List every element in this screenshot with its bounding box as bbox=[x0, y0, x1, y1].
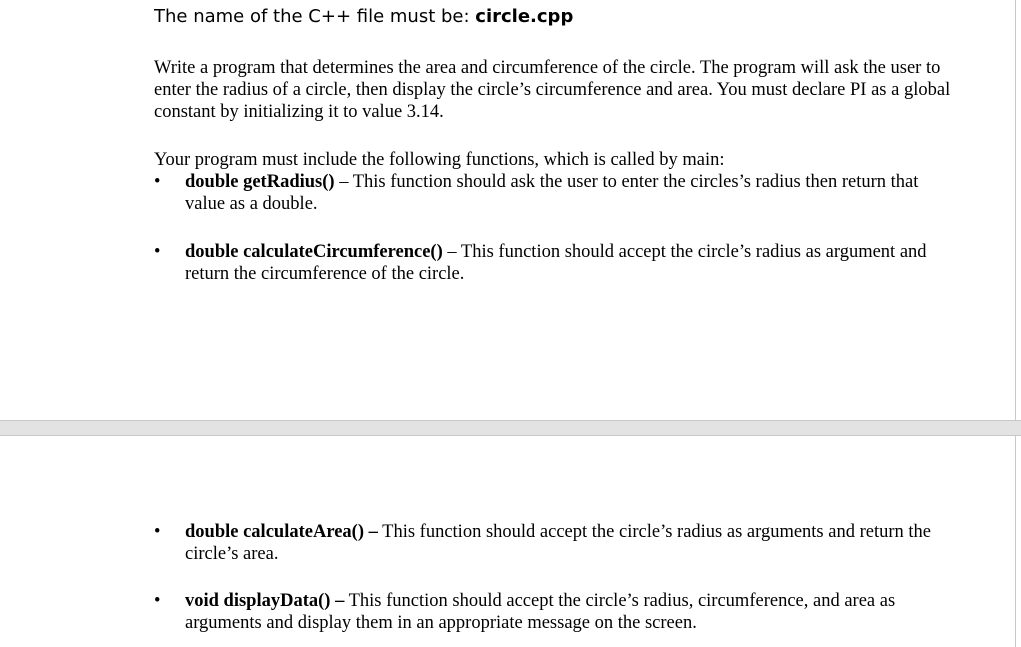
function-signature: double getRadius() bbox=[185, 172, 335, 192]
bullet-icon: • bbox=[154, 172, 161, 192]
function-signature: double calculateCircumference() bbox=[185, 242, 443, 262]
function-signature: void displayData() – bbox=[185, 591, 345, 611]
bullet-icon: • bbox=[154, 591, 161, 611]
heading-filename: circle.cpp bbox=[475, 6, 574, 27]
function-description: This function should accept the circle’s radius, circumference, and area as arguments and display them in an appropriate message on the screen. bbox=[185, 591, 896, 633]
function-text bbox=[185, 521, 954, 565]
functions-intro: Your program must include the following functions, which is called by main: bbox=[154, 150, 725, 170]
bullet-icon: • bbox=[154, 522, 161, 542]
function-text bbox=[185, 171, 954, 215]
function-item-calculate-circumference bbox=[154, 241, 954, 285]
function-item-get-radius bbox=[154, 171, 954, 215]
function-item-calculate-area bbox=[154, 521, 954, 565]
function-description: This function should accept the circle’s radius as arguments and return the circle’s area. bbox=[185, 522, 931, 564]
function-text bbox=[185, 590, 954, 634]
heading-prefix: The name of the C++ file must be: bbox=[154, 6, 476, 27]
file-name-heading bbox=[154, 6, 573, 27]
function-signature: double calculateArea() – bbox=[185, 522, 378, 542]
function-description: – This function should accept the circle’s radius as argument and return the circumference of the circle. bbox=[185, 242, 927, 284]
function-description: – This function should ask the user to enter the circles’s radius then return that value as a double. bbox=[185, 172, 919, 214]
document-page-2 bbox=[0, 436, 1016, 647]
intro-paragraph: Write a program that determines the area and circumference of the circle. The program will ask the user to enter the radius of a circle, then display the circle’s circumference and area. You must declare PI as a global constant by initializing it to value 3.14. bbox=[154, 58, 951, 122]
bullet-icon: • bbox=[154, 242, 161, 262]
function-text bbox=[185, 241, 954, 285]
page-separator bbox=[0, 420, 1021, 436]
function-item-display-data bbox=[154, 590, 954, 634]
